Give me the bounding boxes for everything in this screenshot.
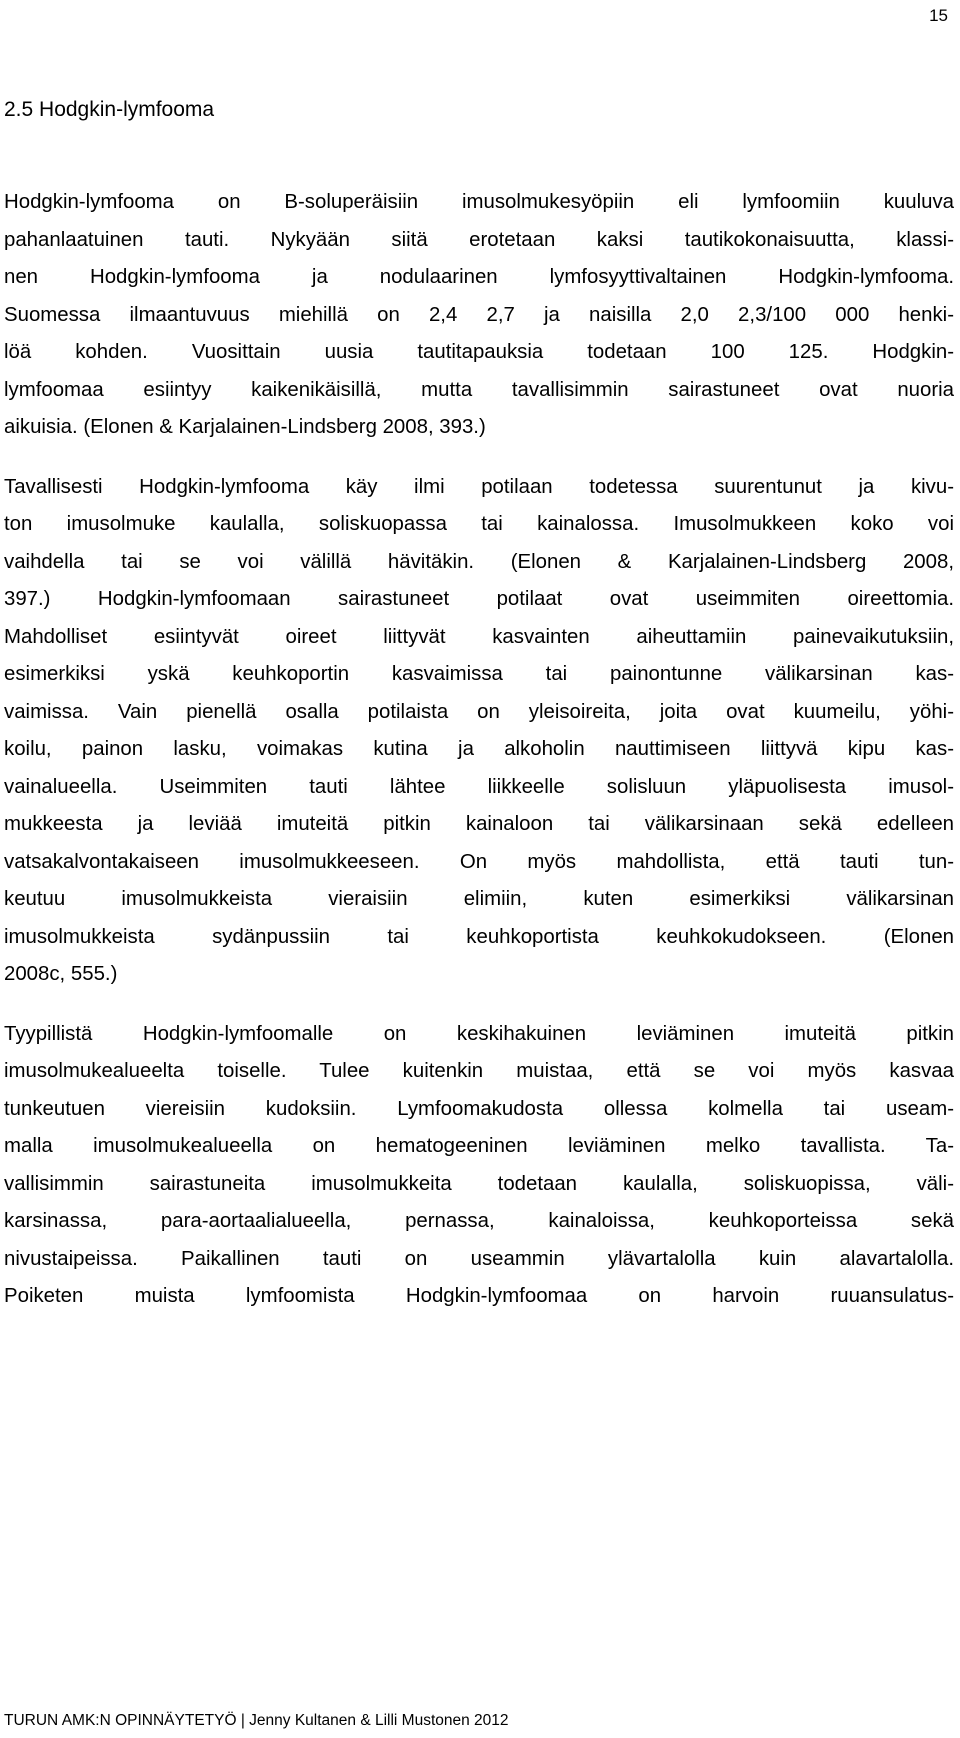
section-heading: 2.5 Hodgkin-lymfooma: [4, 98, 215, 121]
text-line: vaimissa. Vain pienellä osalla potilaista on yleisoireita, joita ovat kuumeilu, yöhi-: [4, 700, 954, 723]
text-line: koilu, painon lasku, voimakas kutina ja alkoholin nauttimiseen liittyvä kipu kas-: [4, 738, 954, 760]
text-line: keutuu imusolmukkeista vieraisiin elimiin, kuten esimerkiksi välikarsinan: [4, 888, 954, 910]
text-line: vallisimmin sairastuneita imusolmukkeita todetaan kaulalla, soliskuopissa, väli-: [4, 1172, 954, 1195]
text-line: aikuisia. (Elonen & Karjalainen-Lindsberg 2008, 393.): [4, 416, 486, 438]
text-line: 2008c, 555.): [4, 963, 118, 985]
text-line: Suomessa ilmaantuvuus miehillä on 2,4 2,7 ja naisilla 2,0 2,3/100 000 henki-: [4, 303, 954, 326]
text-line: imusolmukkeista sydänpussiin tai keuhkoportista keuhkokudokseen. (Elonen: [4, 925, 954, 948]
text-line: malla imusolmukealueella on hematogeeninen leviäminen melko tavallista. Ta-: [4, 1135, 954, 1157]
text-line: Tyypillistä Hodgkin-lymfoomalle on keskihakuinen leviäminen imuteitä pitkin: [4, 1022, 954, 1045]
text-line: ton imusolmuke kaulalla, soliskuopassa tai kainalossa. Imusolmukkeen koko voi: [4, 513, 954, 535]
text-line: karsinassa, para-aortaalialueella, pernassa, kainaloissa, keuhkoporteissa sekä: [4, 1210, 954, 1232]
text-line: löä kohden. Vuosittain uusia tautitapauksia todetaan 100 125. Hodgkin-: [4, 341, 954, 363]
text-line: Hodgkin-lymfooma on B-soluperäisiin imusolmukesyöpiin eli lymfoomiin kuuluva: [4, 191, 954, 213]
text-line: Mahdolliset esiintyvät oireet liittyvät kasvainten aiheuttamiin painevaikutuksiin,: [4, 625, 954, 648]
text-line: nen Hodgkin-lymfooma ja nodulaarinen lymfosyyttivaltainen Hodgkin-lymfooma.: [4, 266, 954, 288]
text-line: lymfoomaa esiintyy kaikenikäisillä, mutta tavallisimmin sairastuneet ovat nuoria: [4, 378, 954, 401]
page-number: 15: [929, 6, 948, 25]
text-line: esimerkiksi yskä keuhkoportin kasvaimissa tai painontunne välikarsinan kas-: [4, 663, 954, 685]
body-text: [4, 184, 954, 1316]
text-line: vatsakalvontakaiseen imusolmukkeeseen. On myös mahdollista, että tauti tun-: [4, 850, 954, 873]
text-line: vaihdella tai se voi välillä hävitäkin. (Elonen & Karjalainen-Lindsberg 2008,: [4, 550, 954, 573]
text-line: tunkeutuen viereisiin kudoksiin. Lymfoomakudosta ollessa kolmella tai useam-: [4, 1097, 954, 1120]
text-line: Poiketen muista lymfoomista Hodgkin-lymfoomaa on harvoin ruuansulatus-: [4, 1285, 954, 1307]
text-line: imusolmukealueelta toiselle. Tulee kuitenkin muistaa, että se voi myös kasvaa: [4, 1060, 954, 1082]
text-line: 397.) Hodgkin-lymfoomaan sairastuneet potilaat ovat useimmiten oireettomia.: [4, 588, 954, 610]
text-line: pahanlaatuinen tauti. Nykyään siitä erotetaan kaksi tautikokonaisuutta, klassi-: [4, 228, 954, 251]
text-line: nivustaipeissa. Paikallinen tauti on useammin ylävartalolla kuin alavartalolla.: [4, 1247, 954, 1270]
text-line: vainalueella. Useimmiten tauti lähtee liikkeelle solisluun yläpuolisesta imusol-: [4, 775, 954, 798]
text-line: Tavallisesti Hodgkin-lymfooma käy ilmi potilaan todetessa suurentunut ja kivu-: [4, 475, 954, 498]
page-footer: TURUN AMK:N OPINNÄYTETYÖ | Jenny Kultanen & Lilli Mustonen 2012: [4, 1712, 509, 1729]
text-line: mukkeesta ja leviää imuteitä pitkin kainaloon tai välikarsinaan sekä edelleen: [4, 813, 954, 835]
paragraph-2: [4, 469, 954, 994]
paragraph-3: [4, 1016, 954, 1316]
paragraph-1: [4, 184, 954, 447]
